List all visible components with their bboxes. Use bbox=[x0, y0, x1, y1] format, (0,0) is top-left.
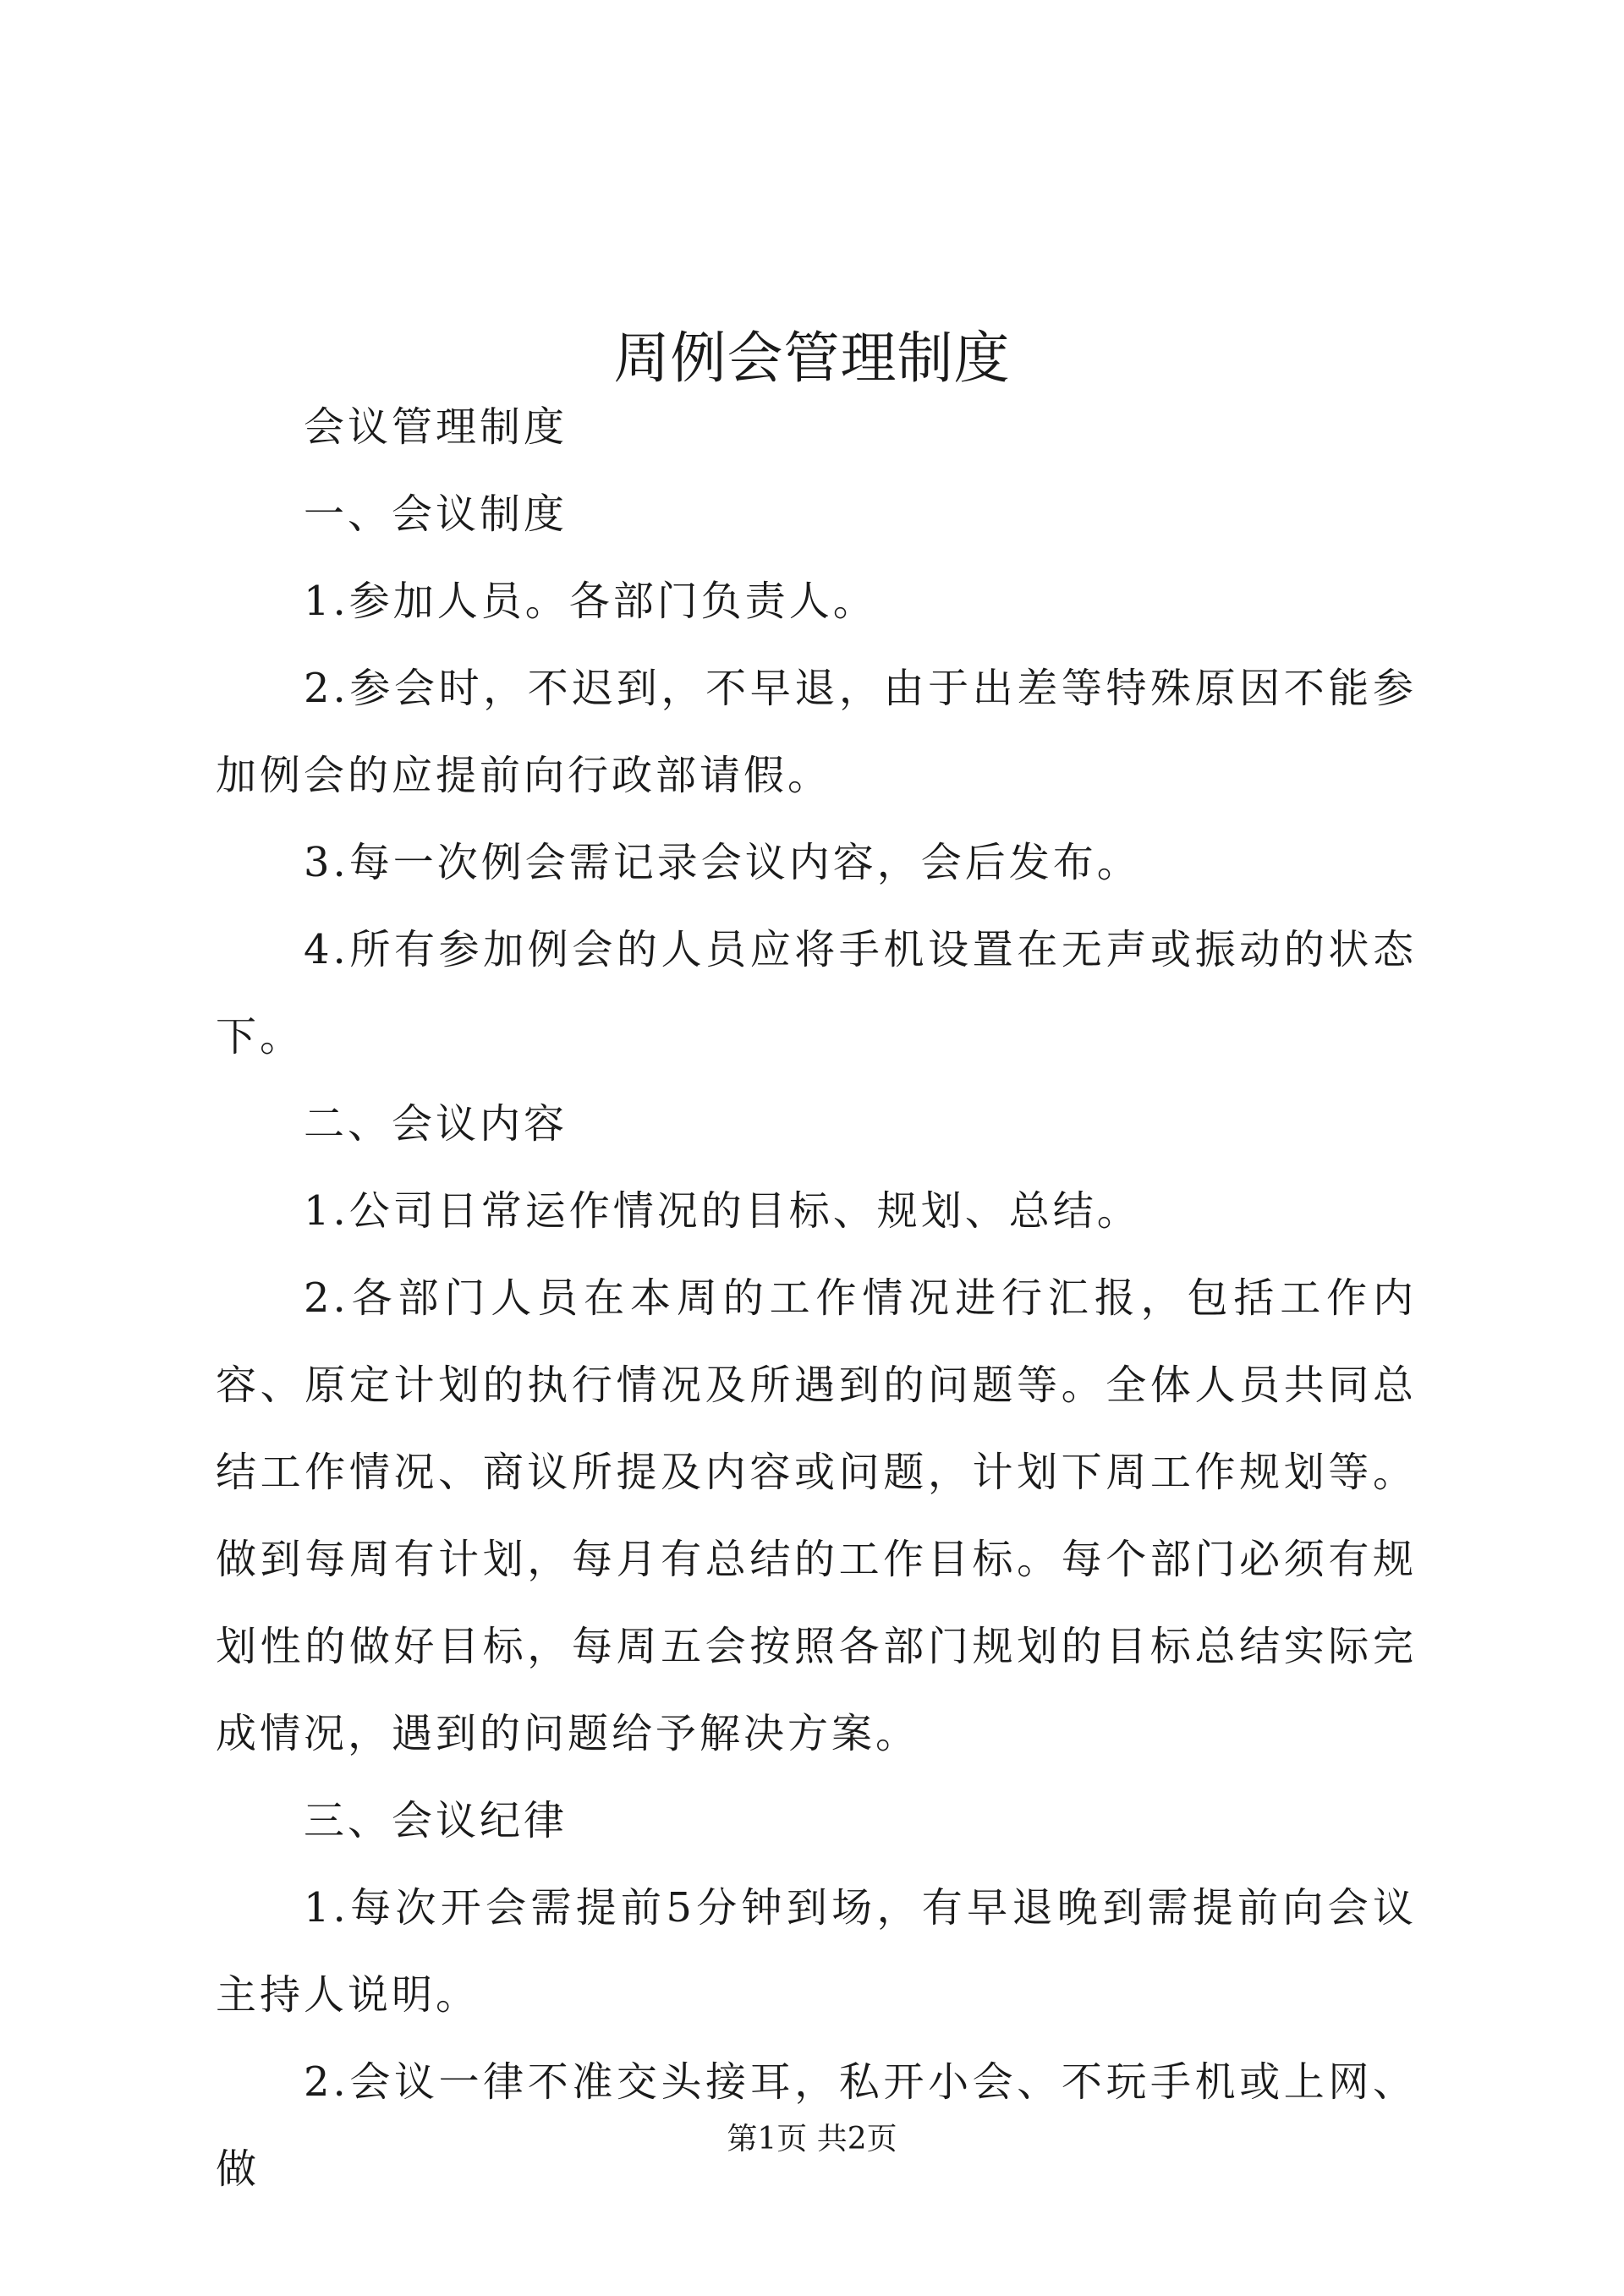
paragraph: 1.公司日常运作情况的目标、规划、总结。 bbox=[304, 1187, 1141, 1235]
section-heading-1: 一、会议制度 bbox=[304, 490, 568, 538]
paragraph: 2.参会时，不迟到，不早退，由于出差等特殊原因不能参加例会的应提前向行政部请假。 bbox=[216, 665, 1417, 799]
paragraph: 2.各部门人员在本周的工作情况进行汇报，包括工作内容、原定计划的执行情况及所遇到的问题等。全体人员共同总结工作情况、商议所提及内容或问题，计划下周工作规划等。做到每周有计划，每月有总结的工作目标。每个部门必须有规划性的做好目标，每周五会按照各部门规划的目标总结实际完成情况，遇到的问题给予解决方案。 bbox=[216, 1274, 1417, 1757]
paragraph: 3.每一次例会需记录会议内容，会后发布。 bbox=[304, 839, 1141, 886]
document-body bbox=[216, 384, 1417, 2213]
section-heading-2: 二、会议内容 bbox=[304, 1100, 568, 1148]
paragraph: 1.参加人员。各部门负责人。 bbox=[304, 578, 877, 625]
paragraph-heading-meeting-management: 会议管理制度 bbox=[304, 403, 568, 451]
paragraph: 1.每次开会需提前5分钟到场，有早退晚到需提前向会议主持人说明。 bbox=[216, 1884, 1417, 2019]
document-title: 周例会管理制度 bbox=[613, 326, 1011, 392]
paragraph: 4.所有参加例会的人员应将手机设置在无声或振动的状态下。 bbox=[216, 926, 1417, 1060]
section-heading-3: 三、会议纪律 bbox=[304, 1797, 568, 1844]
page-number-footer: 第1页 共2页 bbox=[727, 2122, 897, 2156]
paragraph: 2.会议一律不准交头接耳，私开小会、不玩手机或上网、做 bbox=[216, 2058, 1417, 2193]
